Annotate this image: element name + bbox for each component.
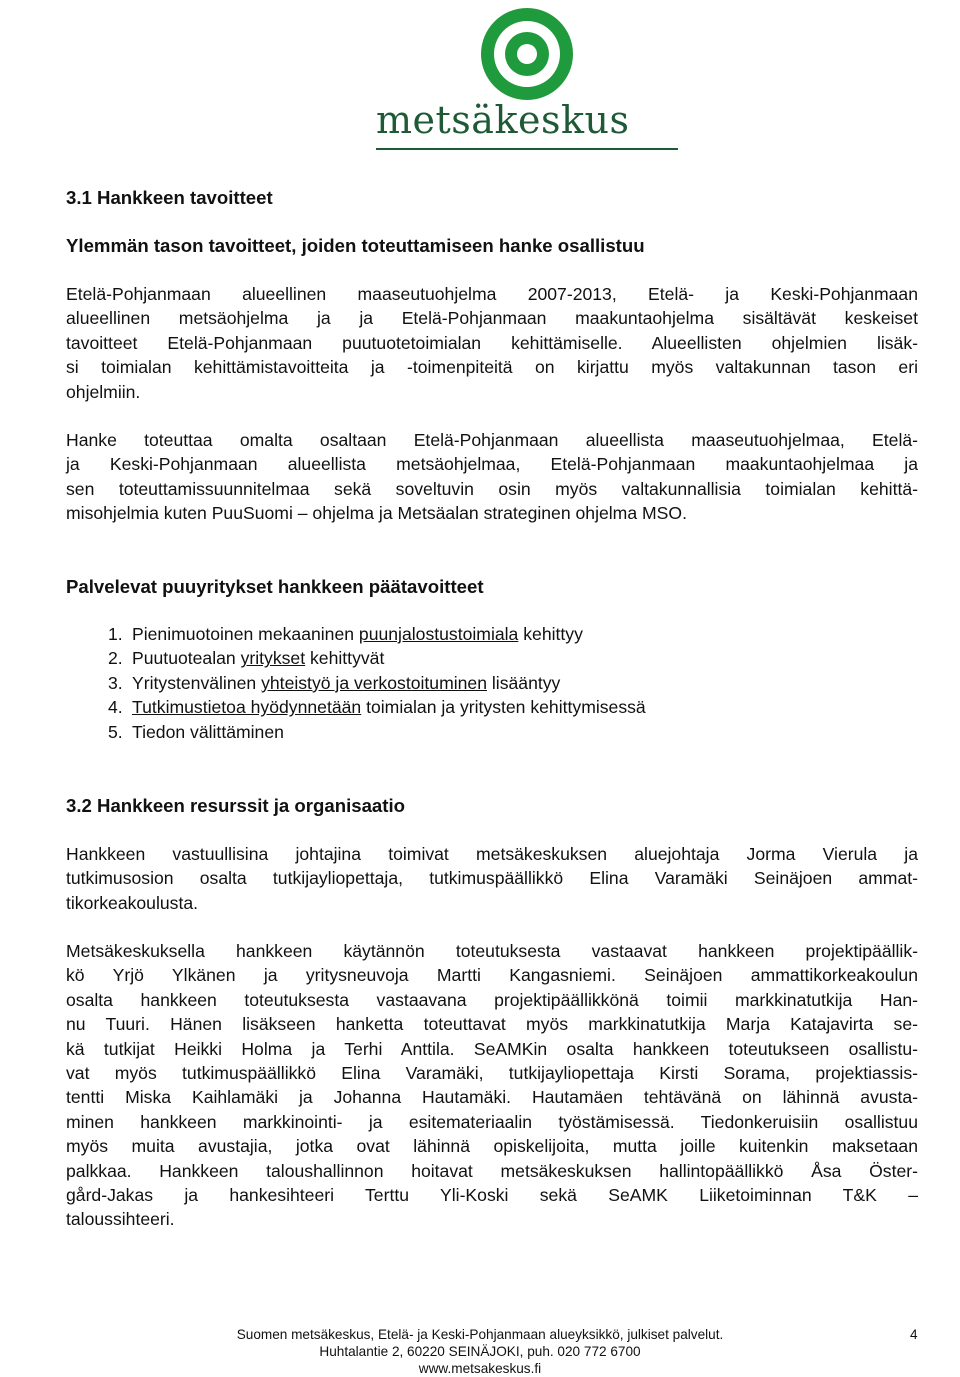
paragraph-line: taloussihteeri.: [66, 1209, 175, 1230]
metsakeskus-logo-icon: [479, 6, 575, 102]
main-goals-list: [108, 622, 646, 744]
logo-wordmark: metsäkeskus: [376, 98, 630, 142]
logo-underline: [376, 148, 678, 150]
paragraph-line: palkkaa. Hankkeen taloushallinnon hoitavat metsäkeskuksen hallintopäällikkö Åsa Öster-: [66, 1160, 918, 1181]
list-text: kehittyy: [518, 624, 583, 644]
list-text: Puutuotealan: [132, 648, 241, 669]
paragraph-leadership: [66, 842, 918, 915]
paragraph-line: sen toteuttamissuunnitelmaa sekä soveltuvin osin myös valtakunnallisia toimialan kehittä-: [66, 478, 918, 499]
list-underlined-text: Tutkimustietoa hyödynnetään: [132, 697, 362, 718]
paragraph-line: kö Yrjö Ylkänen ja yritysneuvoja Martti Kangasniemi. Seinäjoen ammattikorkeakoulun: [66, 965, 918, 986]
paragraph-line: tutkimusosion osalta tutkijayliopettaja, tutkimuspäällikkö Elina Varamäki Seinäjoen ammat-: [66, 868, 918, 889]
list-item: [108, 720, 646, 744]
list-text: toimialan ja yritysten kehittymisessä: [361, 697, 646, 718]
paragraph-line: Hanke toteuttaa omalta osaltaan Etelä-Pohjanmaan alueellista maaseutuohjelmaa, Etelä-: [66, 430, 918, 450]
list-number: 1.: [108, 624, 123, 644]
list-number: 5.: [108, 721, 123, 742]
list-text: Tiedon välittäminen: [132, 721, 284, 742]
list-item: [108, 695, 646, 719]
paragraph-line: tikorkeakoulusta.: [66, 892, 199, 913]
paragraph-line: gård-Jakas ja hankesihteeri Terttu Yli-Koski sekä SeAMK Liiketoiminnan T&K –: [66, 1185, 918, 1206]
footer-address: Huhtalantie 2, 60220 SEINÄJOKI, puh. 020 772 6700: [319, 1344, 641, 1359]
list-number: 2.: [108, 648, 123, 669]
paragraph-line: misohjelmia kuten PuuSuomi – ohjelma ja Metsäalan strateginen ohjelma MSO.: [66, 503, 687, 524]
main-goals-heading: Palvelevat puuyritykset hankkeen päätavoitteet: [66, 576, 484, 597]
paragraph-line: Metsäkeskuksella hankkeen käytännön toteutuksesta vastaavat hankkeen projektipäällik-: [66, 941, 918, 961]
list-item: [108, 622, 646, 646]
list-text: kehittyvät: [305, 648, 385, 669]
list-underlined-text: puunjalostustoimiala: [358, 624, 519, 644]
paragraph-line: Etelä-Pohjanmaan alueellinen maaseutuohjelma 2007-2013, Etelä- ja Keski-Pohjanmaan: [66, 284, 918, 304]
paragraph-line: vat myös tutkimuspäällikkö Elina Varamäki, tutkijayliopettaja Kirsti Sorama, projektiassis-: [66, 1063, 918, 1084]
list-text: Yritystenvälinen: [132, 672, 262, 693]
paragraph-line: tentti Miska Kaihlamäki ja Johanna Hautamäki. Hautamäen tehtävänä on lähinnä avusta-: [66, 1087, 918, 1108]
paragraph-line: tavoitteet Etelä-Pohjanmaan puutuotetoimialan kehittämiselle. Alueellisten ohjelmien lisäk-: [66, 332, 918, 353]
section-subheading-goals: Ylemmän tason tavoitteet, joiden toteuttamiseen hanke osallistuu: [66, 235, 645, 256]
paragraph-line: si toimialan kehittämistavoitteita ja -toimenpiteitä on kirjattu myös valtakunnan tason eri: [66, 357, 918, 378]
footer-organization: Suomen metsäkeskus, Etelä- ja Keski-Pohjanmaan alueyksikkö, julkiset palvelut.: [236, 1327, 724, 1342]
list-underlined-text: yritykset: [240, 648, 306, 669]
paragraph-line: nu Tuuri. Hänen lisäkseen hanketta toteuttavat myös markkinatutkija Marja Katajavirta se-: [66, 1014, 918, 1035]
paragraph-staff: [66, 939, 918, 1232]
page-number: 4: [910, 1327, 918, 1342]
paragraph-implementation: [66, 428, 918, 526]
list-item: [108, 671, 646, 695]
list-text: lisääntyy: [487, 672, 561, 693]
list-number: 4.: [108, 697, 123, 718]
paragraph-line: ohjelmiin.: [66, 381, 141, 402]
page-footer: [0, 1326, 960, 1377]
paragraph-programs: [66, 282, 918, 404]
list-item: [108, 646, 646, 670]
paragraph-line: minen hankkeen markkinointi- ja esitemateriaalin työstämisessä. Tiedonkeruisiin osallistuu: [66, 1111, 918, 1132]
footer-website: www.metsakeskus.fi: [418, 1361, 542, 1376]
list-underlined-text: yhteistyö ja verkostoituminen: [261, 672, 487, 693]
list-text: Pienimuotoinen mekaaninen: [132, 624, 359, 644]
paragraph-line: ja Keski-Pohjanmaan alueellista metsäohjelmaa, Etelä-Pohjanmaan maakuntaohjelmaa ja: [66, 454, 918, 475]
section-heading-3-1: 3.1 Hankkeen tavoitteet: [66, 187, 273, 208]
paragraph-line: osalta hankkeen toteutuksesta vastaavana projektipäällikkönä toimii markkinatutkija Han-: [66, 989, 918, 1010]
paragraph-line: alueellinen metsäohjelma ja ja Etelä-Pohjanmaan maakuntaohjelma sisältävät keskeiset: [66, 308, 918, 329]
list-number: 3.: [108, 672, 123, 693]
paragraph-line: kä tutkijat Heikki Holma ja Terhi Anttila. SeAMKin osalta hankkeen toteutukseen osallistu-: [66, 1038, 918, 1059]
paragraph-line: myös muita avustajia, jotka ovat lähinnä opiskelijoita, mutta joille kuitenkin maksetaan: [66, 1136, 918, 1157]
paragraph-line: Hankkeen vastuullisina johtajina toimivat metsäkeskuksen aluejohtaja Jorma Vierula ja: [66, 844, 918, 864]
section-heading-3-2: 3.2 Hankkeen resurssit ja organisaatio: [66, 795, 405, 816]
